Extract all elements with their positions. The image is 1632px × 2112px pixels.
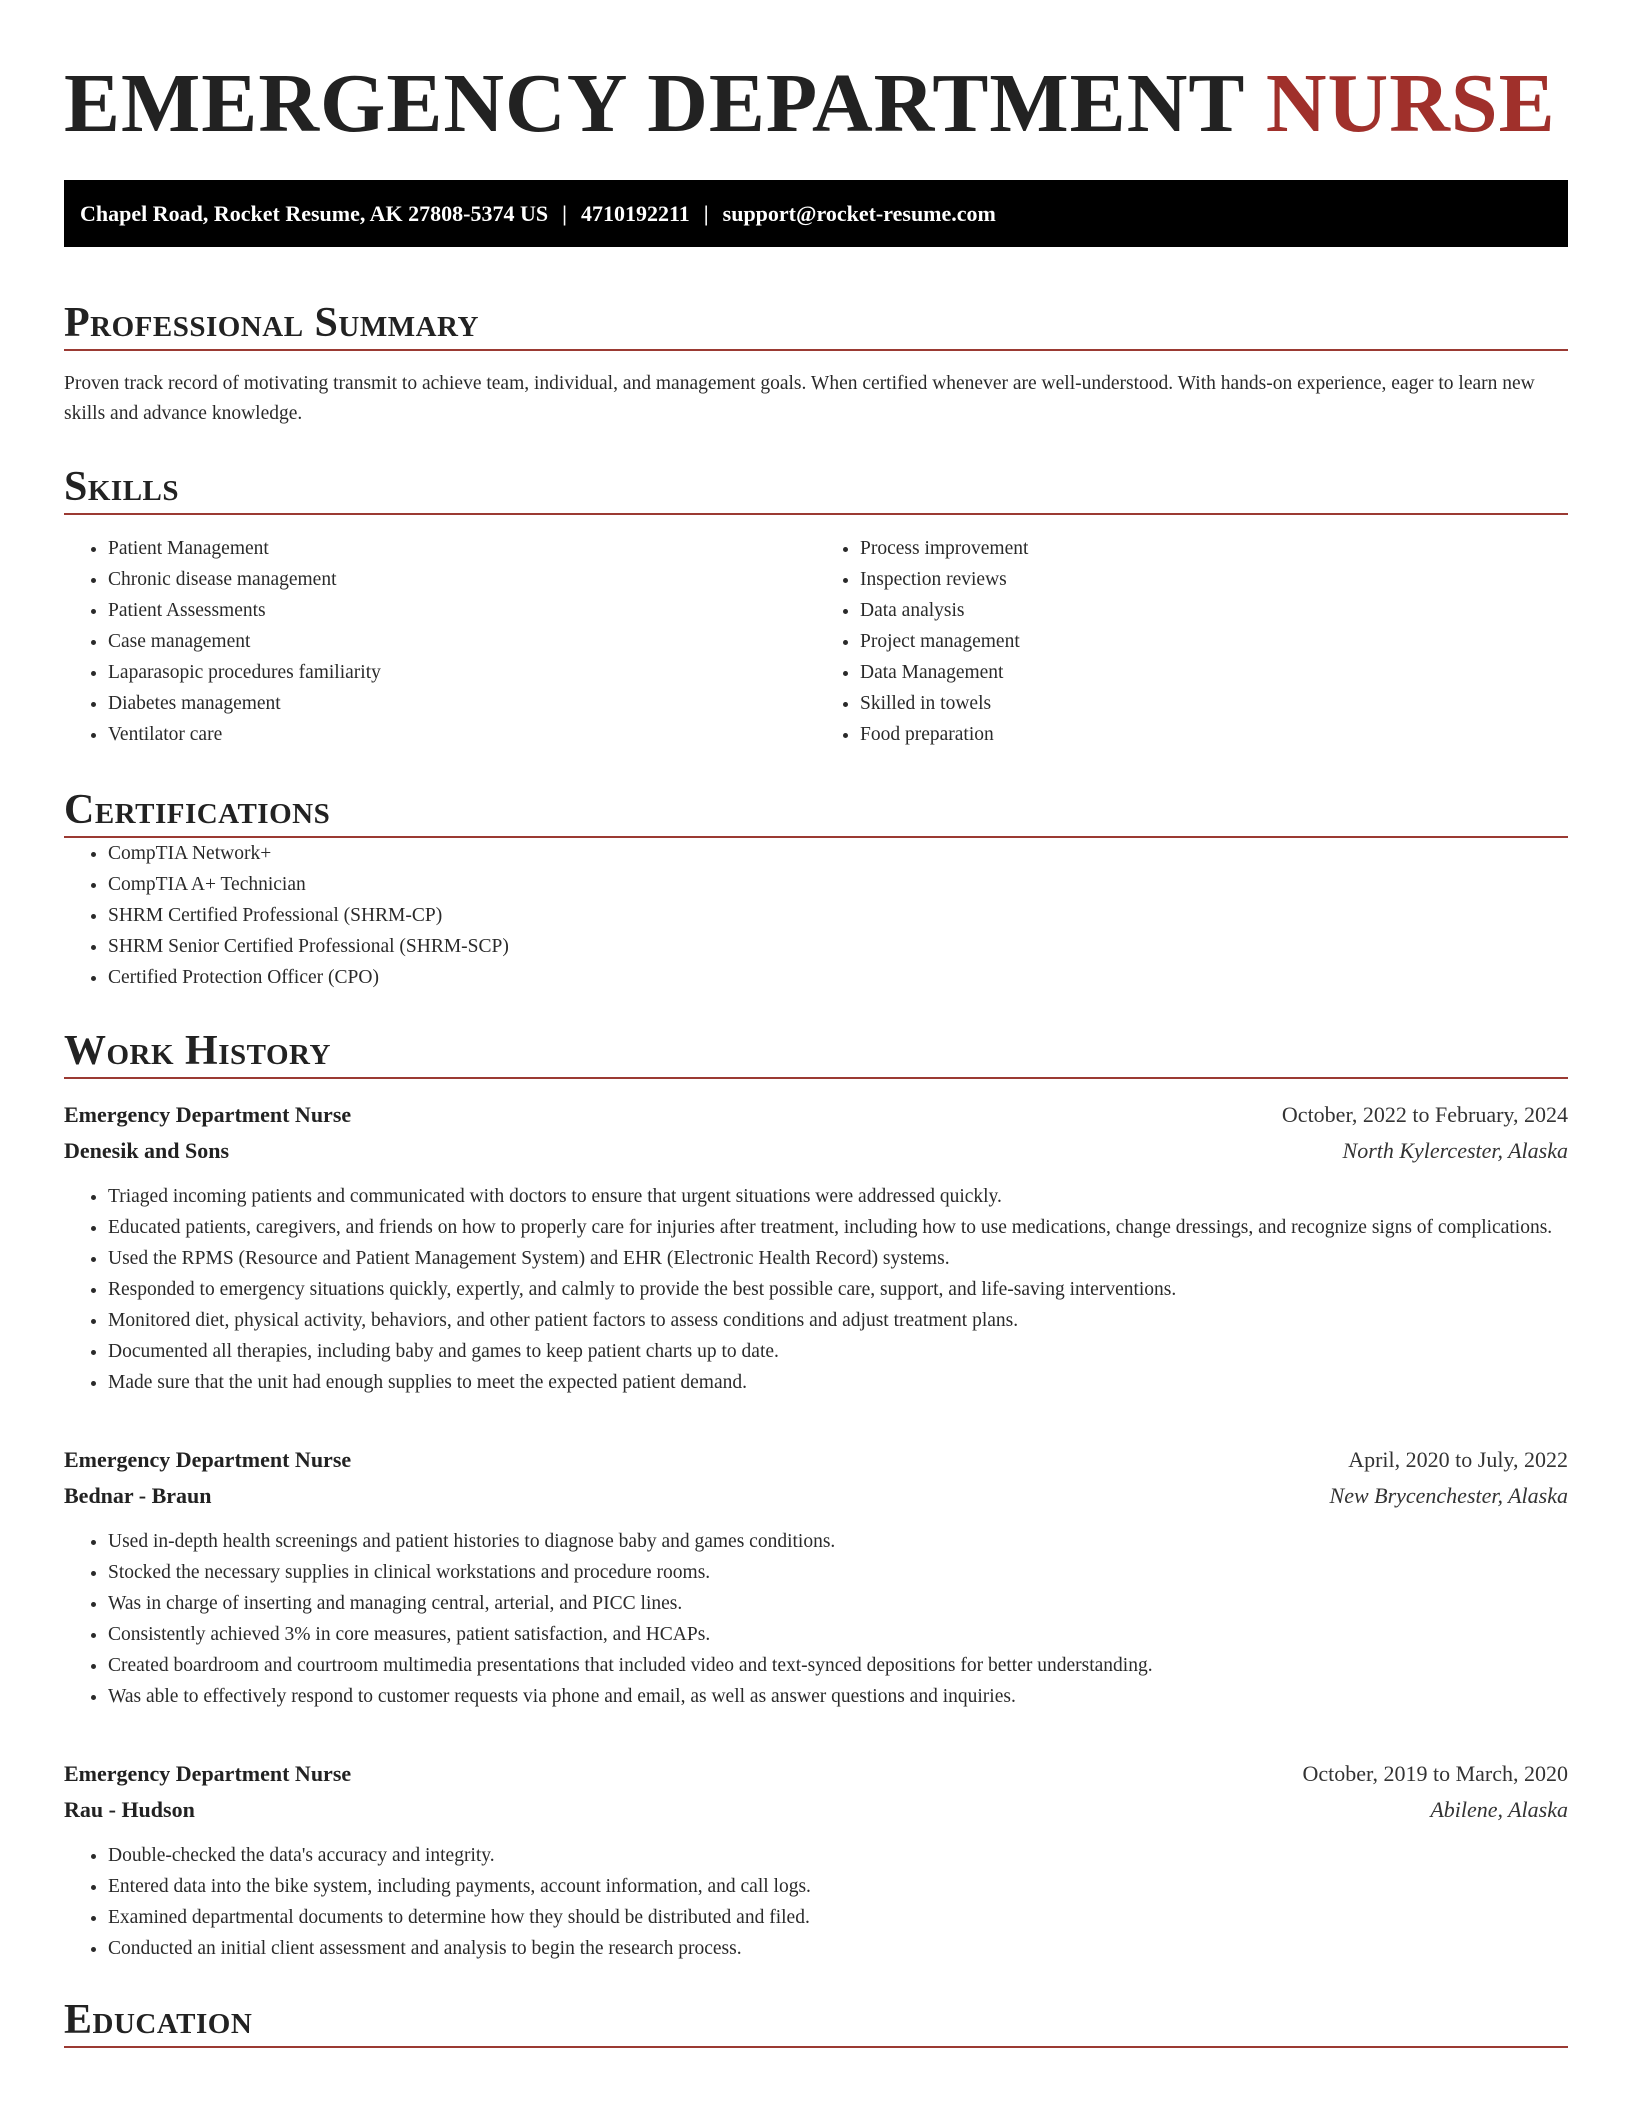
skills-column-left: [64, 533, 816, 750]
job-duty: • Monitored diet, physical activity, behaviors, and other patient factors to assess conditions and adjust treatment plans.: [108, 1305, 1568, 1336]
job-company-row: [64, 1133, 1568, 1169]
certification-item: • CompTIA A+ Technician: [108, 869, 1568, 900]
job-duty: • Was in charge of inserting and managing central, arterial, and PICC lines.: [108, 1588, 1568, 1619]
job-duty: • Entered data into the bike system, including payments, account information, and call logs.: [108, 1871, 1568, 1902]
work-history-heading: Work History: [64, 1028, 331, 1074]
name-main: EMERGENCY DEPARTMENT: [64, 57, 1244, 150]
job-location: Abilene, Alaska: [1430, 1797, 1568, 1822]
contact-bar: [64, 180, 1568, 247]
skill-item: • Chronic disease management: [108, 564, 816, 595]
section-divider: [64, 349, 1568, 351]
certification-item: • SHRM Senior Certified Professional (SHRM-SCP): [108, 931, 1568, 962]
skills-list-left: [64, 533, 816, 750]
summary-section: [64, 297, 1568, 429]
job-company-row: [64, 1478, 1568, 1514]
job-company: Bednar - Braun: [64, 1483, 212, 1508]
job-entry: [64, 1097, 1568, 1398]
skill-item: • Diabetes management: [108, 688, 816, 719]
summary-text: Proven track record of motivating transmit to achieve team, individual, and management goals. When certified whenever are well-understood. With hands-on experience, eager to learn new skills and advance knowledge.: [64, 373, 1535, 424]
job-company: Rau - Hudson: [64, 1797, 195, 1822]
job-header-row: [64, 1756, 1568, 1792]
contact-address: Chapel Road, Rocket Resume, AK 27808-5374 US: [80, 201, 549, 226]
job-entry: [64, 1756, 1568, 1964]
job-duty: • Triaged incoming patients and communicated with doctors to ensure that urgent situations were addressed quickly.: [108, 1181, 1568, 1212]
skill-item: • Data Management: [860, 657, 1568, 688]
job-duty: • Double-checked the data's accuracy and integrity.: [108, 1840, 1568, 1871]
job-title: Emergency Department Nurse: [64, 1447, 352, 1472]
job-duty: • Used the RPMS (Resource and Patient Management System) and EHR (Electronic Health Record) systems.: [108, 1243, 1568, 1274]
certifications-heading: Certifications: [64, 787, 331, 833]
job-header-row: [64, 1097, 1568, 1133]
job-duty: • Stocked the necessary supplies in clinical workstations and procedure rooms.: [108, 1557, 1568, 1588]
skills-list-right: [816, 533, 1568, 750]
job-company: Denesik and Sons: [64, 1138, 230, 1163]
job-duty: • Created boardroom and courtroom multimedia presentations that included video and text-synced depositions for better understanding.: [108, 1650, 1568, 1681]
job-title: Emergency Department Nurse: [64, 1102, 352, 1127]
contact-separator: |: [562, 201, 567, 226]
skill-item: • Ventilator care: [108, 719, 816, 750]
certifications-list: [64, 838, 1568, 993]
job-entry: [64, 1442, 1568, 1712]
job-duty: • Consistently achieved 3% in core measures, patient satisfaction, and HCAPs.: [108, 1619, 1568, 1650]
job-dates: October, 2019 to March, 2020: [1302, 1761, 1568, 1786]
name-accent: NURSE: [1265, 57, 1556, 150]
job-dates: April, 2020 to July, 2022: [1348, 1447, 1568, 1472]
skill-item: • Patient Assessments: [108, 595, 816, 626]
education-section: [64, 1994, 1568, 2048]
job-duties-list: [64, 1181, 1568, 1398]
job-duty: • Was able to effectively respond to customer requests via phone and email, as well as answer questions and inquiries.: [108, 1681, 1568, 1712]
job-header-row: [64, 1442, 1568, 1478]
skill-item: • Food preparation: [860, 719, 1568, 750]
skills-heading: Skills: [64, 464, 180, 510]
section-divider: [64, 2046, 1568, 2048]
education-heading: Education: [64, 1997, 253, 2043]
job-duty: • Conducted an initial client assessment and analysis to begin the research process.: [108, 1933, 1568, 1964]
skill-item: • Process improvement: [860, 533, 1568, 564]
certifications-section: [64, 784, 1568, 993]
summary-heading: Professional Summary: [64, 300, 479, 346]
skill-item: • Project management: [860, 626, 1568, 657]
job-duties-list: [64, 1526, 1568, 1712]
job-duty: • Made sure that the unit had enough supplies to meet the expected patient demand.: [108, 1367, 1568, 1398]
resume-name: [64, 0, 1568, 152]
skill-item: • Case management: [108, 626, 816, 657]
job-title: Emergency Department Nurse: [64, 1761, 352, 1786]
job-duty: • Educated patients, caregivers, and friends on how to properly care for injuries after treatment, including how to use medications, change dressings, and recognize signs of complications.: [108, 1212, 1568, 1243]
skill-item: • Laparasopic procedures familiarity: [108, 657, 816, 688]
skill-item: • Data analysis: [860, 595, 1568, 626]
job-duties-list: [64, 1840, 1568, 1964]
contact-phone[interactable]: 4710192211: [580, 201, 690, 226]
job-location: North Kylercester, Alaska: [1342, 1138, 1568, 1163]
skill-item: • Skilled in towels: [860, 688, 1568, 719]
contact-separator: |: [703, 201, 709, 226]
job-duty: • Documented all therapies, including baby and games to keep patient charts up to date.: [108, 1336, 1568, 1367]
contact-email[interactable]: support@rocket-resume.com: [722, 201, 996, 226]
certification-item: • CompTIA Network+: [108, 838, 1568, 869]
skill-item: • Patient Management: [108, 533, 816, 564]
job-duty: • Used in-depth health screenings and patient histories to diagnose baby and games conditions.: [108, 1526, 1568, 1557]
section-divider: [64, 1077, 1568, 1079]
section-divider: [64, 513, 1568, 515]
skill-item: • Inspection reviews: [860, 564, 1568, 595]
job-duty: • Responded to emergency situations quickly, expertly, and calmly to provide the best possible care, support, and life-saving interventions.: [108, 1274, 1568, 1305]
job-location: New Brycenchester, Alaska: [1329, 1483, 1568, 1508]
certification-item: • SHRM Certified Professional (SHRM-CP): [108, 900, 1568, 931]
work-history-section: [64, 1025, 1568, 1964]
certification-item: • Certified Protection Officer (CPO): [108, 962, 1568, 993]
skills-column-right: [816, 533, 1568, 750]
job-duty: • Examined departmental documents to determine how they should be distributed and filed.: [108, 1902, 1568, 1933]
skills-grid: [64, 533, 1568, 750]
skills-section: [64, 461, 1568, 750]
job-company-row: [64, 1792, 1568, 1828]
job-dates: October, 2022 to February, 2024: [1281, 1102, 1568, 1127]
